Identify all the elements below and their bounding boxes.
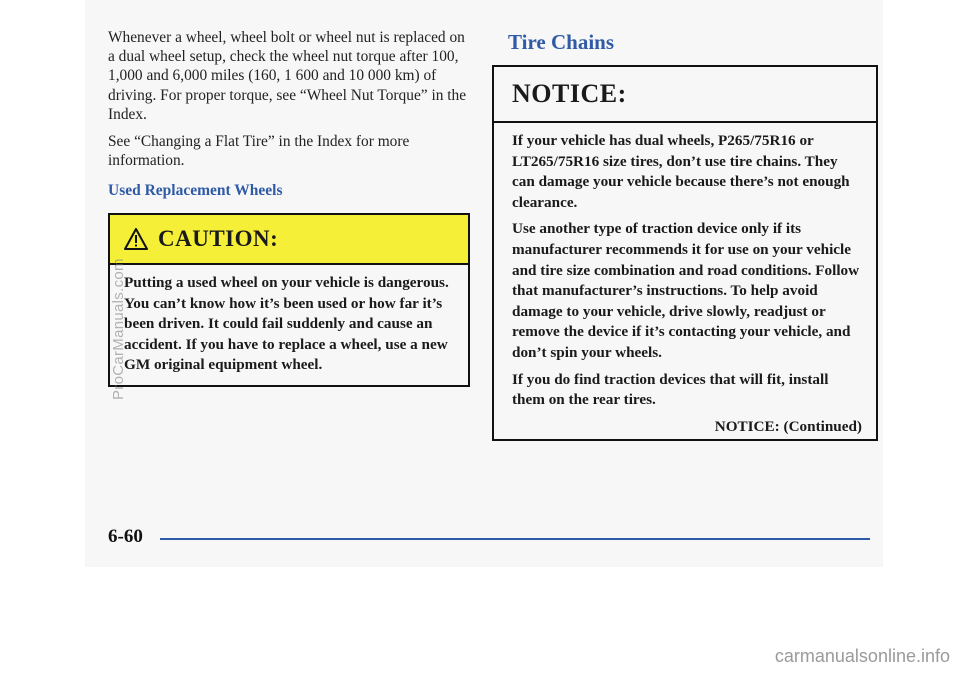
tire-chains-title: Tire Chains bbox=[508, 30, 615, 54]
caution-box bbox=[108, 213, 470, 387]
vertical-watermark: ProCarManuals.com bbox=[110, 258, 127, 400]
notice-body bbox=[494, 123, 876, 437]
caution-body: Putting a used wheel on your vehicle is dangerous. You can’t know how it’s been used or how far it’s been driven. It could fail suddenly and cause an accident. If you have to replace a wheel, use a new GM original equipment wheel. bbox=[124, 274, 449, 374]
left-column bbox=[108, 28, 468, 200]
notice-title: NOTICE: bbox=[512, 79, 627, 108]
page-number: 6-60 bbox=[108, 526, 143, 547]
caution-title: CAUTION: bbox=[158, 226, 279, 251]
footer-rule bbox=[160, 538, 870, 540]
notice-paragraph-dual-wheels: If your vehicle has dual wheels, P265/75R16 or LT265/75R16 size tires, don’t use tire chains. They can damage your vehicle because there’s not enough clearance. bbox=[512, 132, 850, 211]
used-wheels-subheading: Used Replacement Wheels bbox=[108, 182, 283, 200]
notice-paragraph-traction-device: Use another type of traction device only if its manufacturer recommends it for use on your vehicle and tire size combination and road conditions. Follow that manufacturer’s instructions. To help avoid damage to your vehicle, drive slowly, readjust or remove the device if it’s contacting your vehicle, and don’t spin your wheels. bbox=[512, 220, 860, 361]
flat-tire-reference-paragraph: See “Changing a Flat Tire” in the Index for more information. bbox=[108, 133, 410, 170]
right-column bbox=[490, 28, 875, 55]
notice-continued: NOTICE: (Continued) bbox=[714, 417, 862, 435]
notice-box bbox=[492, 65, 878, 441]
bottom-watermark: carmanualsonline.info bbox=[774, 646, 950, 666]
notice-paragraph-rear-tires: If you do find traction devices that will fit, install them on the rear tires. bbox=[512, 370, 829, 409]
notice-header bbox=[494, 67, 876, 123]
wheel-torque-paragraph: Whenever a wheel, wheel bolt or wheel nut is replaced on a dual wheel setup, check the wheel nut torque after 100, 1,000 and 6,000 miles (160, 1 600 and 10 000 km) of driving. For proper torque, see “Wheel Nut Torque” in the Index. bbox=[108, 29, 467, 123]
caution-header bbox=[110, 215, 468, 265]
